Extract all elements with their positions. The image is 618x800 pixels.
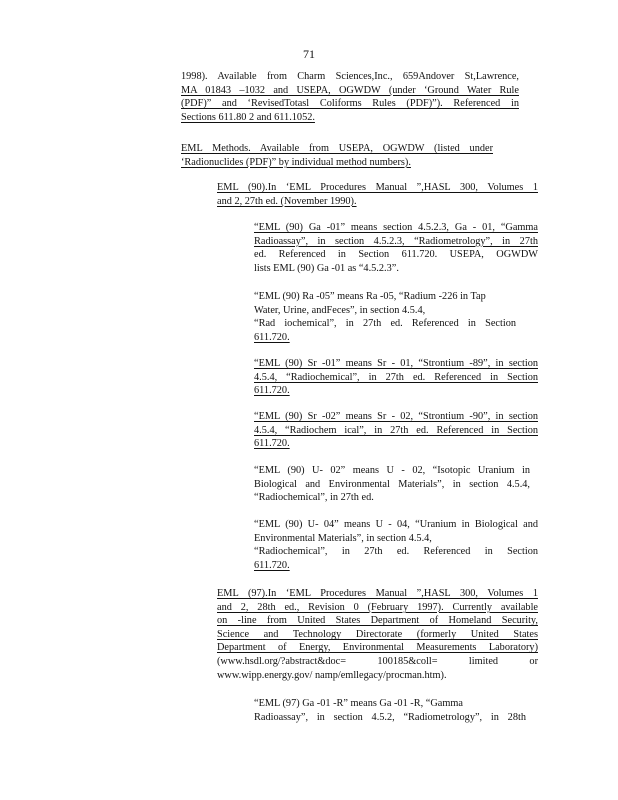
text-line: ‘Radionuclides (PDF)” by individual method numbers). [181,156,411,168]
text-line: Environmental Materials”, in section 4.5.4, [254,532,432,544]
text-line: “EML (90) Sr -01” means Sr - 01, “Strontium -89”, in section [254,358,538,369]
text-line: “Radiochemical”, in 27th ed. [254,492,374,504]
text-line: (www.hsdl.org/?abstract&doc= 100185&coll= limited or [217,655,538,667]
text-line: lists EML (90) Ga -01 as “4.5.2.3”. [254,262,399,274]
page-number: 71 [303,47,315,61]
paragraph-ref-charm [181,70,519,124]
paragraph-eml-90-ra05 [254,290,516,344]
text-line: Sections 611.80 2 and 611.1052. [181,111,315,123]
text-line: 611.720. [254,385,290,397]
text-line: and 2, 28th ed., Revision 0 (February 1997). Currently available [217,601,538,613]
text-line: www.wipp.energy.gov/ namp/emllegacy/procman.htm). [217,669,447,681]
text-line: (PDF)” and ‘RevisedTotasl Coliforms Rules (PDF)”). Referenced in [181,98,519,110]
paragraph-eml-methods [181,142,493,169]
text-line: Department of Energy, Environmental Measurements Laboratory) [217,642,538,654]
text-line: “Radiochemical”, in 27th ed. Referenced in Section [254,546,538,558]
text-line: MA 01843 –1032 and USEPA, OGWDW (under ‘Ground Water Rule [181,84,519,96]
text-line: “Rad iochemical”, in 27th ed. Referenced in Section [254,318,516,330]
text-line: Science and Technology Directorate (formerly United States [217,628,538,640]
text-line: Radioassay”, in section 4.5.2.3, “Radiometrology”, in 27th [254,235,538,247]
text-line: EML (90).In ‘EML Procedures Manual ”,HASL 300, Volumes 1 [217,182,538,193]
paragraph-eml-97 [217,587,538,682]
text-line: 4.5.4, “Radiochemical”, in 27th ed. Referenced in Section [254,371,538,383]
text-line: “EML (90) U- 04” means U - 04, “Uranium in Biological and [254,519,538,530]
text-line: “EML (90) U- 02” means U - 02, “Isotopic Uranium in [254,465,530,476]
text-line: 611.720. [254,559,290,571]
text-line: “EML (97) Ga -01 -R” means Ga -01 -R, “Gamma [254,698,463,709]
paragraph-eml-90 [217,181,538,208]
text-line: EML (97).In ‘EML Procedures Manual ”,HASL 300, Volumes 1 [217,588,538,599]
text-line: 1998). Available from Charm Sciences,Inc., 659Andover St,Lawrence, [181,71,519,82]
paragraph-eml-90-sr02 [254,410,538,451]
paragraph-eml-90-ga01 [254,221,538,275]
text-line: on -line from United States Department of Homeland Security, [217,615,538,627]
text-line: “EML (90) Ra -05” means Ra -05, “Radium -226 in Tap [254,291,486,302]
paragraph-eml-97-ga01r [254,697,526,724]
text-line: 611.720. [254,331,290,343]
text-line: Biological and Environmental Materials”, in section 4.5.4, [254,478,530,490]
text-line: Radioassay”, in section 4.5.2, “Radiometrology”, in 28th [254,711,526,723]
text-line: 4.5.4, “Radiochem ical”, in 27th ed. Referenced in Section [254,424,538,436]
paragraph-eml-90-sr01 [254,357,538,398]
text-line: ed. Referenced in Section 611.720. USEPA, OGWDW [254,249,538,261]
text-line: EML Methods. Available from USEPA, OGWDW (listed under [181,143,493,154]
text-line: “EML (90) Sr -02” means Sr - 02, “Strontium -90”, in section [254,411,538,422]
text-line: Water, Urine, andFeces”, in section 4.5.4, [254,304,426,316]
text-line: 611.720. [254,438,290,450]
text-line: “EML (90) Ga -01” means section 4.5.2.3, Ga - 01, “Gamma [254,222,538,233]
paragraph-eml-90-u02 [254,464,530,505]
text-line: and 2, 27th ed. (November 1990). [217,195,357,207]
paragraph-eml-90-u04 [254,518,538,572]
